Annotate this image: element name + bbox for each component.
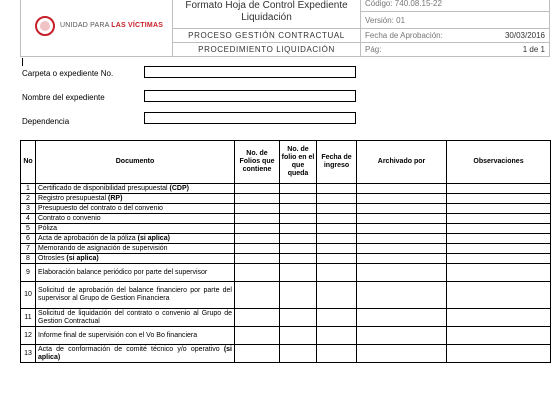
table-row bbox=[21, 184, 551, 194]
row-number: 13 bbox=[21, 345, 36, 363]
document-name: Solicitud de liquidación del contrato o convenio al Grupo de Gestion Contractual bbox=[36, 309, 235, 327]
archived-by-cell[interactable] bbox=[357, 244, 447, 254]
folio-number-cell[interactable] bbox=[280, 204, 317, 214]
folios-cell[interactable] bbox=[235, 214, 280, 224]
row-number: 3 bbox=[21, 204, 36, 214]
document-note: (CDP) bbox=[169, 184, 189, 192]
folios-cell[interactable] bbox=[235, 234, 280, 244]
observations-cell[interactable] bbox=[447, 264, 551, 282]
archived-by-cell[interactable] bbox=[357, 234, 447, 244]
folio-number-cell[interactable] bbox=[280, 309, 317, 327]
table-row bbox=[21, 309, 551, 327]
table-header-row bbox=[21, 141, 551, 184]
date-cell[interactable] bbox=[317, 254, 357, 264]
document-name: Registro presupuestal (RP) bbox=[36, 194, 235, 204]
folio-number-cell[interactable] bbox=[280, 264, 317, 282]
observations-cell[interactable] bbox=[447, 194, 551, 204]
row-number: 12 bbox=[21, 327, 36, 345]
folios-cell[interactable] bbox=[235, 264, 280, 282]
field-label-name: Nombre del expediente bbox=[22, 93, 105, 102]
archived-by-cell[interactable] bbox=[357, 204, 447, 214]
date-cell[interactable] bbox=[317, 309, 357, 327]
observations-cell[interactable] bbox=[447, 224, 551, 234]
row-number: 7 bbox=[21, 244, 36, 254]
row-number: 6 bbox=[21, 234, 36, 244]
row-number: 10 bbox=[21, 282, 36, 309]
procedure-label: PROCEDIMIENTO LIQUIDACIÓN bbox=[173, 43, 361, 57]
table-row bbox=[21, 254, 551, 264]
document-name: Informe final de supervisión con el Vo Bo financiera bbox=[36, 327, 235, 345]
col-header-document: Documento bbox=[36, 141, 235, 184]
archived-by-cell[interactable] bbox=[357, 327, 447, 345]
archived-by-cell[interactable] bbox=[357, 282, 447, 309]
folios-cell[interactable] bbox=[235, 184, 280, 194]
table-row bbox=[21, 264, 551, 282]
archived-by-cell[interactable] bbox=[357, 254, 447, 264]
document-name: Acta de aprobación de la póliza (si aplica) bbox=[36, 234, 235, 244]
folios-cell[interactable] bbox=[235, 309, 280, 327]
archived-by-cell[interactable] bbox=[357, 264, 447, 282]
document-name: Elaboración balance periódico por parte del supervisor bbox=[36, 264, 235, 282]
date-cell[interactable] bbox=[317, 264, 357, 282]
date-cell[interactable] bbox=[317, 224, 357, 234]
table-row bbox=[21, 282, 551, 309]
observations-cell[interactable] bbox=[447, 327, 551, 345]
folio-number-cell[interactable] bbox=[280, 214, 317, 224]
archived-by-cell[interactable] bbox=[357, 214, 447, 224]
control-table bbox=[20, 140, 551, 363]
archived-by-cell[interactable] bbox=[357, 184, 447, 194]
observations-cell[interactable] bbox=[447, 184, 551, 194]
folios-cell[interactable] bbox=[235, 204, 280, 214]
code-label: Código: 740.08.15-22 bbox=[361, 0, 550, 12]
process-label: PROCESO GESTIÓN CONTRACTUAL bbox=[173, 29, 361, 43]
document-name: Certificado de disponibilidad presupuestal (CDP) bbox=[36, 184, 235, 194]
observations-cell[interactable] bbox=[447, 345, 551, 363]
table-row bbox=[21, 327, 551, 345]
row-number: 4 bbox=[21, 214, 36, 224]
version-label: Versión: 01 bbox=[361, 12, 550, 29]
row-number: 2 bbox=[21, 194, 36, 204]
row-number: 5 bbox=[21, 224, 36, 234]
folio-number-cell[interactable] bbox=[280, 234, 317, 244]
document-note: (si aplica) bbox=[38, 345, 232, 361]
brand-seal-icon bbox=[35, 16, 55, 36]
document-note: (RP) bbox=[108, 194, 123, 202]
row-number: 9 bbox=[21, 264, 36, 282]
document-name: Solicitud de aprobación del balance financiero por parte del supervisor al Grupo de Gestion Financiera bbox=[36, 282, 235, 309]
folder-number-field[interactable] bbox=[144, 66, 356, 78]
col-header-observations: Observaciones bbox=[447, 141, 551, 184]
folio-number-cell[interactable] bbox=[280, 345, 317, 363]
table-row bbox=[21, 224, 551, 234]
logo-cell bbox=[21, 0, 173, 57]
folio-number-cell[interactable] bbox=[280, 184, 317, 194]
col-header-date: Fecha de ingreso bbox=[317, 141, 357, 184]
date-cell[interactable] bbox=[317, 184, 357, 194]
field-label-folder: Carpeta o expediente No. bbox=[22, 69, 114, 78]
department-field[interactable] bbox=[144, 112, 356, 124]
document-name: Presupuesto del contrato o del convenio bbox=[36, 204, 235, 214]
observations-cell[interactable] bbox=[447, 254, 551, 264]
archived-by-cell[interactable] bbox=[357, 224, 447, 234]
table-row bbox=[21, 194, 551, 204]
folio-number-cell[interactable] bbox=[280, 254, 317, 264]
folios-cell[interactable] bbox=[235, 254, 280, 264]
observations-cell[interactable] bbox=[447, 309, 551, 327]
col-header-folio-number: No. de folio en el que queda bbox=[280, 141, 317, 184]
col-header-no: No bbox=[21, 141, 36, 184]
table-row bbox=[21, 244, 551, 254]
field-label-department: Dependencia bbox=[22, 117, 70, 126]
page-number: Pág: 1 de 1 bbox=[361, 43, 550, 57]
date-cell[interactable] bbox=[317, 204, 357, 214]
file-name-field[interactable] bbox=[144, 90, 356, 102]
folios-cell[interactable] bbox=[235, 282, 280, 309]
folio-number-cell[interactable] bbox=[280, 244, 317, 254]
table-body bbox=[21, 184, 551, 363]
date-cell[interactable] bbox=[317, 244, 357, 254]
document-name: Acta de conformación de comité técnico y/o operativo (si aplica) bbox=[36, 345, 235, 363]
observations-cell[interactable] bbox=[447, 244, 551, 254]
date-cell[interactable] bbox=[317, 282, 357, 309]
document-name: Otrosíes (si aplica) bbox=[36, 254, 235, 264]
archived-by-cell[interactable] bbox=[357, 345, 447, 363]
folios-cell[interactable] bbox=[235, 327, 280, 345]
date-cell[interactable] bbox=[317, 234, 357, 244]
document-title: Formato Hoja de Control Expediente Liquidación bbox=[173, 0, 361, 29]
row-number: 8 bbox=[21, 254, 36, 264]
table-row bbox=[21, 345, 551, 363]
date-cell[interactable] bbox=[317, 327, 357, 345]
table-row bbox=[21, 214, 551, 224]
folios-cell[interactable] bbox=[235, 244, 280, 254]
folio-number-cell[interactable] bbox=[280, 282, 317, 309]
col-header-archived-by: Archivado por bbox=[357, 141, 447, 184]
table-row bbox=[21, 234, 551, 244]
row-number: 11 bbox=[21, 309, 36, 327]
col-header-folios: No. de Folios que contiene bbox=[235, 141, 280, 184]
observations-cell[interactable] bbox=[447, 234, 551, 244]
date-cell[interactable] bbox=[317, 194, 357, 204]
brand-logo bbox=[25, 16, 168, 36]
document-note: (si aplica) bbox=[66, 254, 99, 262]
date-cell[interactable] bbox=[317, 214, 357, 224]
document-name: Póliza bbox=[36, 224, 235, 234]
folio-number-cell[interactable] bbox=[280, 194, 317, 204]
folios-cell[interactable] bbox=[235, 224, 280, 234]
text-cursor bbox=[22, 58, 23, 66]
observations-cell[interactable] bbox=[447, 204, 551, 214]
document-header bbox=[20, 0, 550, 57]
table-row bbox=[21, 204, 551, 214]
folios-cell[interactable] bbox=[235, 194, 280, 204]
document-name: Memorando de asignación de supervisión bbox=[36, 244, 235, 254]
archived-by-cell[interactable] bbox=[357, 309, 447, 327]
date-cell[interactable] bbox=[317, 345, 357, 363]
brand-name: UNIDAD PARA LAS VÍCTIMAS bbox=[60, 22, 164, 29]
folio-number-cell[interactable] bbox=[280, 327, 317, 345]
document-name: Contrato o convenio bbox=[36, 214, 235, 224]
document-note: (si aplica) bbox=[137, 234, 170, 242]
archived-by-cell[interactable] bbox=[357, 194, 447, 204]
observations-cell[interactable] bbox=[447, 214, 551, 224]
folios-cell[interactable] bbox=[235, 345, 280, 363]
row-number: 1 bbox=[21, 184, 36, 194]
approval-date: Fecha de Aprobación: 30/03/2016 bbox=[361, 29, 550, 43]
folio-number-cell[interactable] bbox=[280, 224, 317, 234]
observations-cell[interactable] bbox=[447, 282, 551, 309]
